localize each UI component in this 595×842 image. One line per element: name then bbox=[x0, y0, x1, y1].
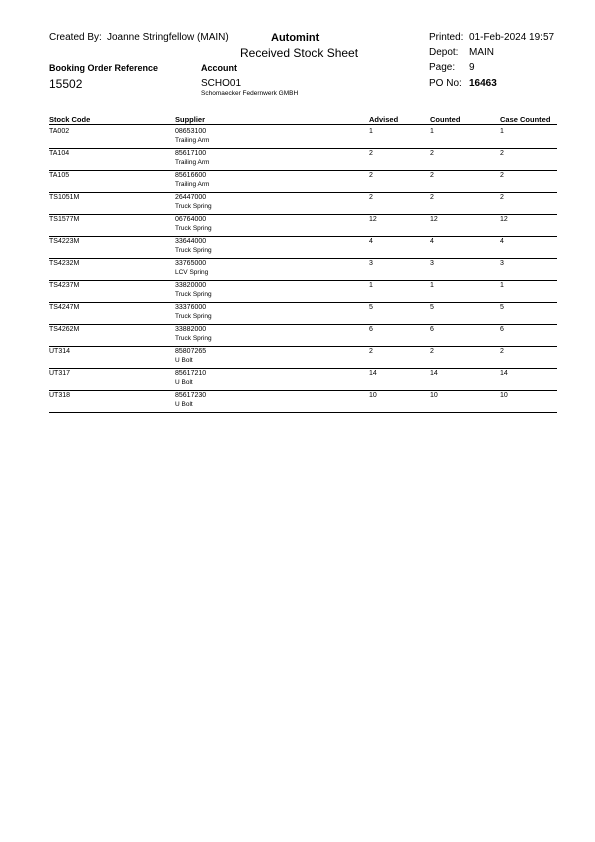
stock-code-cell: TA104 bbox=[49, 150, 70, 157]
description-cell: Trailing Arm bbox=[175, 159, 210, 166]
description-cell: Trailing Arm bbox=[175, 137, 210, 144]
counted-cell: 12 bbox=[430, 216, 438, 223]
column-header-counted: Counted bbox=[430, 115, 461, 124]
printed-value: 01-Feb-2024 19:57 bbox=[469, 32, 555, 43]
supplier-cell: 33644000 bbox=[175, 238, 207, 245]
supplier-cell: 08653100 bbox=[175, 128, 207, 135]
stock-code-cell: TS1051M bbox=[49, 194, 80, 201]
account-label: Account bbox=[201, 63, 237, 73]
row-divider bbox=[49, 412, 557, 413]
supplier-cell: 85617210 bbox=[175, 370, 207, 377]
stock-code-cell: TS4232M bbox=[49, 260, 80, 267]
column-header-case-counted: Case Counted bbox=[500, 115, 551, 124]
description-cell: Trailing Arm bbox=[175, 181, 210, 188]
advised-cell: 10 bbox=[369, 392, 377, 399]
advised-cell: 2 bbox=[369, 150, 373, 157]
description-cell: U Bolt bbox=[175, 379, 193, 386]
po-label: PO No: bbox=[429, 78, 462, 89]
advised-cell: 12 bbox=[369, 216, 377, 223]
advised-cell: 4 bbox=[369, 238, 373, 245]
booking-ref-value: 15502 bbox=[49, 77, 83, 91]
supplier-cell: 85807265 bbox=[175, 348, 207, 355]
table-row bbox=[0, 347, 595, 369]
table-row bbox=[0, 127, 595, 149]
description-cell: LCV Spring bbox=[175, 269, 209, 276]
counted-cell: 14 bbox=[430, 370, 438, 377]
table-row bbox=[0, 193, 595, 215]
stock-code-cell: UT317 bbox=[49, 370, 71, 377]
advised-cell: 1 bbox=[369, 128, 373, 135]
supplier-cell: 33882000 bbox=[175, 326, 207, 333]
supplier-cell: 33376000 bbox=[175, 304, 207, 311]
supplier-cell: 85617100 bbox=[175, 150, 207, 157]
case-counted-cell: 1 bbox=[500, 128, 504, 135]
description-cell: Truck Spring bbox=[175, 313, 212, 320]
supplier-cell: 33820000 bbox=[175, 282, 207, 289]
advised-cell: 6 bbox=[369, 326, 373, 333]
printed-label: Printed: bbox=[429, 32, 464, 43]
counted-cell: 5 bbox=[430, 304, 434, 311]
stock-code-cell: TS4223M bbox=[49, 238, 80, 245]
case-counted-cell: 4 bbox=[500, 238, 504, 245]
account-code: SCHO01 bbox=[201, 78, 242, 89]
advised-cell: 3 bbox=[369, 260, 373, 267]
description-cell: U Bolt bbox=[175, 357, 193, 364]
table-row bbox=[0, 171, 595, 193]
counted-cell: 3 bbox=[430, 260, 434, 267]
page-value: 9 bbox=[469, 62, 475, 73]
case-counted-cell: 3 bbox=[500, 260, 504, 267]
stock-code-cell: TA002 bbox=[49, 128, 70, 135]
stock-code-cell: UT318 bbox=[49, 392, 71, 399]
booking-ref-label: Booking Order Reference bbox=[49, 63, 159, 73]
case-counted-cell: 14 bbox=[500, 370, 508, 377]
depot-value: MAIN bbox=[469, 47, 494, 58]
case-counted-cell: 2 bbox=[500, 348, 504, 355]
case-counted-cell: 2 bbox=[500, 150, 504, 157]
stock-code-cell: TS1577M bbox=[49, 216, 80, 223]
supplier-cell: 85616600 bbox=[175, 172, 207, 179]
description-cell: Truck Spring bbox=[175, 225, 212, 232]
supplier-cell: 85617230 bbox=[175, 392, 207, 399]
case-counted-cell: 1 bbox=[500, 282, 504, 289]
stock-code-cell: TA105 bbox=[49, 172, 70, 179]
counted-cell: 2 bbox=[430, 348, 434, 355]
advised-cell: 2 bbox=[369, 348, 373, 355]
advised-cell: 2 bbox=[369, 194, 373, 201]
advised-cell: 1 bbox=[369, 282, 373, 289]
case-counted-cell: 5 bbox=[500, 304, 504, 311]
stock-table-body bbox=[0, 127, 595, 413]
advised-cell: 14 bbox=[369, 370, 377, 377]
case-counted-cell: 2 bbox=[500, 194, 504, 201]
stock-code-cell: UT314 bbox=[49, 348, 71, 355]
advised-cell: 5 bbox=[369, 304, 373, 311]
advised-cell: 2 bbox=[369, 172, 373, 179]
supplier-cell: 06764000 bbox=[175, 216, 207, 223]
case-counted-cell: 10 bbox=[500, 392, 508, 399]
column-header-supplier: Supplier bbox=[175, 115, 206, 124]
column-header-stock-code: Stock Code bbox=[49, 115, 91, 124]
description-cell: U Bolt bbox=[175, 401, 193, 408]
column-header-advised: Advised bbox=[369, 115, 399, 124]
company-name: Automint bbox=[271, 32, 320, 44]
stock-code-cell: TS4237M bbox=[49, 282, 80, 289]
description-cell: Truck Spring bbox=[175, 291, 212, 298]
table-row bbox=[0, 325, 595, 347]
counted-cell: 2 bbox=[430, 194, 434, 201]
case-counted-cell: 2 bbox=[500, 172, 504, 179]
depot-label: Depot: bbox=[429, 47, 459, 58]
counted-cell: 1 bbox=[430, 282, 434, 289]
counted-cell: 1 bbox=[430, 128, 434, 135]
table-row bbox=[0, 281, 595, 303]
counted-cell: 2 bbox=[430, 150, 434, 157]
created-by-label: Created By: bbox=[49, 32, 102, 43]
counted-cell: 6 bbox=[430, 326, 434, 333]
stock-code-cell: TS4247M bbox=[49, 304, 80, 311]
created-by-value: Joanne Stringfellow (MAIN) bbox=[107, 32, 229, 43]
counted-cell: 10 bbox=[430, 392, 438, 399]
table-row bbox=[0, 391, 595, 413]
table-row bbox=[0, 303, 595, 325]
header-divider bbox=[49, 124, 557, 125]
stock-code-cell: TS4262M bbox=[49, 326, 80, 333]
sheet-title: Received Stock Sheet bbox=[240, 46, 359, 60]
case-counted-cell: 6 bbox=[500, 326, 504, 333]
table-row bbox=[0, 237, 595, 259]
page-label: Page: bbox=[429, 62, 456, 73]
table-row bbox=[0, 369, 595, 391]
table-row bbox=[0, 149, 595, 171]
description-cell: Truck Spring bbox=[175, 335, 212, 342]
counted-cell: 2 bbox=[430, 172, 434, 179]
account-name: Schomaecker Federnwerk GMBH bbox=[201, 90, 299, 97]
supplier-cell: 26447000 bbox=[175, 194, 207, 201]
po-value: 16463 bbox=[469, 78, 497, 89]
supplier-cell: 33765000 bbox=[175, 260, 207, 267]
description-cell: Truck Spring bbox=[175, 247, 212, 254]
case-counted-cell: 12 bbox=[500, 216, 508, 223]
counted-cell: 4 bbox=[430, 238, 434, 245]
description-cell: Truck Spring bbox=[175, 203, 212, 210]
table-row bbox=[0, 259, 595, 281]
table-row bbox=[0, 215, 595, 237]
